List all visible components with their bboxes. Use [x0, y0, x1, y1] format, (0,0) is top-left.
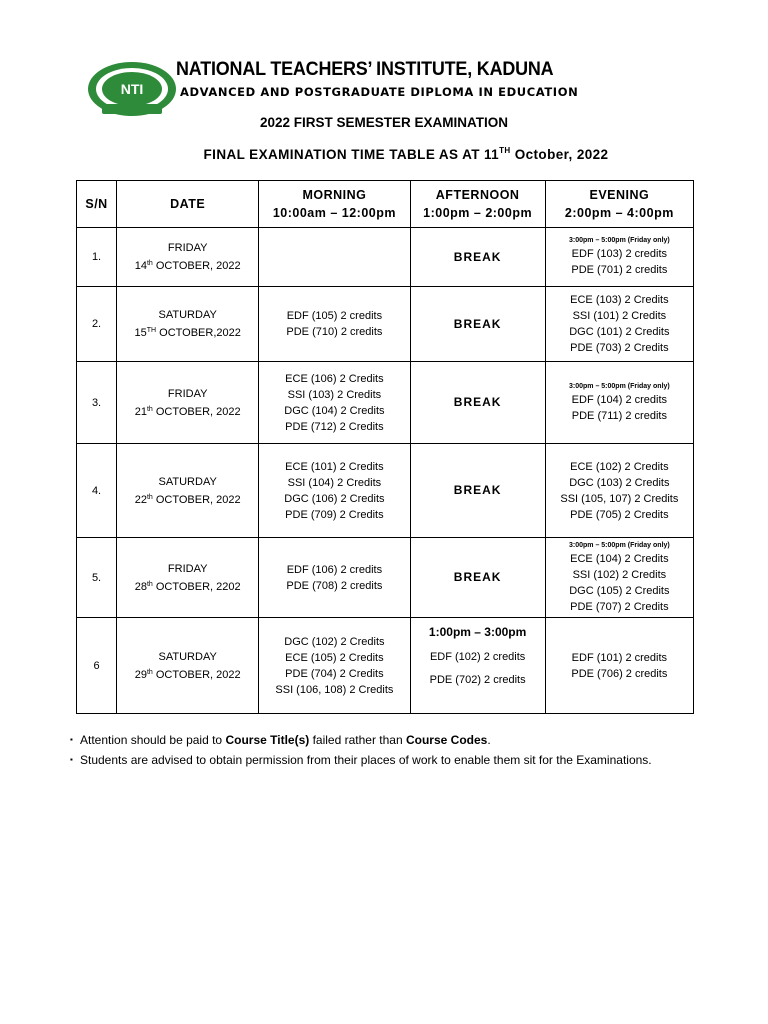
row-date: FRIDAY 14th OCTOBER, 2022 [117, 228, 259, 287]
exam-timetable [76, 180, 694, 714]
course-item: SSI (104) 2 Credits [287, 476, 382, 489]
header-morning: MORNING 10:00am – 12:00pm [259, 181, 410, 228]
course-item: PDE (704) 2 Credits [285, 667, 384, 680]
table-row [77, 618, 694, 714]
course-item: EDF (101) 2 credits [571, 651, 668, 664]
course-item: PDE (712) 2 Credits [285, 420, 384, 433]
course-item: PDE (711) 2 credits [571, 409, 667, 422]
course-item: PDE (706) 2 credits [571, 667, 668, 680]
row-afternoon [410, 538, 545, 618]
course-item: SSI (102) 2 Credits [572, 568, 667, 581]
row-morning [259, 444, 410, 538]
notes-list [70, 730, 652, 770]
bullet-icon: ▪ [70, 735, 73, 744]
course-item: EDF (104) 2 credits [571, 393, 668, 406]
nti-logo [84, 60, 180, 118]
row-date: FRIDAY 28th OCTOBER, 2202 [117, 538, 259, 618]
row-date: SATURDAY 15TH OCTOBER,2022 [117, 287, 259, 362]
row-date: SATURDAY 22th OCTOBER, 2022 [117, 444, 259, 538]
course-item: PDE (702) 2 credits [429, 674, 526, 686]
course-item: DGC (101) 2 Credits [569, 326, 670, 338]
bullet-icon: ▪ [70, 755, 73, 764]
row-sn: 4. [77, 444, 117, 538]
course-item: EDF (102) 2 credits [429, 651, 526, 663]
row-evening [545, 538, 693, 618]
exam-title: 2022 FIRST SEMESTER EXAMINATION [259, 115, 509, 130]
break-label: BREAK [453, 483, 502, 497]
course-item: ECE (105) 2 Credits [285, 651, 384, 664]
timetable-title: FINAL EXAMINATION TIME TABLE AS AT 11TH October, 2022 [203, 146, 609, 162]
row-sn: 2. [77, 287, 117, 362]
row-evening [545, 228, 693, 287]
evening-note: 3:00pm – 5:00pm (Friday only) [568, 382, 670, 390]
row-sn: 3. [77, 362, 117, 444]
header-evening: EVENING 2:00pm – 4:00pm [545, 181, 693, 228]
course-item: DGC (102) 2 Credits [284, 635, 385, 648]
break-label: BREAK [453, 570, 502, 584]
course-item: EDF (106) 2 credits [286, 563, 383, 576]
course-item: ECE (101) 2 Credits [285, 460, 384, 473]
table-row [77, 538, 694, 618]
note-item: ▪ Attention should be paid to Course Title(s) failed rather than Course Codes. [70, 730, 652, 750]
row-date: FRIDAY 21th OCTOBER, 2022 [117, 362, 259, 444]
table-header-row [77, 181, 694, 228]
course-item: PDE (707) 2 Credits [570, 600, 669, 613]
header-date: DATE [117, 181, 259, 228]
row-sn: 1. [77, 228, 117, 287]
course-item: SSI (101) 2 Credits [572, 310, 667, 322]
row-morning [259, 538, 410, 618]
course-item: PDE (708) 2 credits [286, 579, 383, 592]
course-item: EDF (105) 2 credits [286, 310, 383, 322]
evening-note: 3:00pm – 5:00pm (Friday only) [568, 237, 670, 244]
table-row [77, 287, 694, 362]
row-afternoon [410, 362, 545, 444]
header-sn: S/N [77, 181, 117, 228]
row-morning [259, 287, 410, 362]
row-morning [259, 228, 410, 287]
table-row [77, 362, 694, 444]
row-evening [545, 362, 693, 444]
course-item: EDF (103) 2 credits [571, 248, 668, 260]
course-item: PDE (705) 2 Credits [570, 508, 669, 521]
row-afternoon [410, 287, 545, 362]
row-date: SATURDAY 29th OCTOBER, 2022 [117, 618, 259, 714]
row-morning [259, 618, 410, 714]
row-afternoon [410, 618, 545, 714]
row-afternoon [410, 228, 545, 287]
programme-subtitle: ADVANCED AND POSTGRADUATE DIPLOMA IN EDUCATION [180, 85, 579, 99]
row-evening [545, 444, 693, 538]
row-afternoon [410, 444, 545, 538]
table-row [77, 444, 694, 538]
note-item: ▪ Students are advised to obtain permission from their places of work to enable them sit for the Examinations. [70, 750, 652, 770]
course-item: ECE (102) 2 Credits [570, 460, 669, 473]
course-item: DGC (106) 2 Credits [284, 492, 385, 505]
evening-note: 3:00pm – 5:00pm (Friday only) [568, 541, 670, 549]
row-morning [259, 362, 410, 444]
course-item: PDE (709) 2 Credits [285, 508, 384, 521]
course-item: SSI (103) 2 Credits [287, 388, 382, 401]
logo-text: NTI [120, 81, 144, 97]
course-item: ECE (103) 2 Credits [570, 294, 669, 306]
course-item: DGC (105) 2 Credits [569, 584, 670, 597]
course-item: SSI (105, 107) 2 Credits [560, 492, 679, 505]
course-item: PDE (701) 2 credits [571, 264, 668, 276]
course-item: PDE (703) 2 Credits [570, 342, 669, 354]
break-label: BREAK [453, 249, 502, 264]
table-row [77, 228, 694, 287]
course-item: DGC (103) 2 Credits [569, 476, 670, 489]
row-evening [545, 618, 693, 714]
header-afternoon: AFTERNOON 1:00pm – 2:00pm [410, 181, 545, 228]
break-label: BREAK [453, 316, 502, 331]
row-sn: 6 [77, 618, 117, 714]
course-item: ECE (104) 2 Credits [570, 552, 669, 565]
course-item: SSI (106, 108) 2 Credits [275, 683, 394, 696]
course-item: ECE (106) 2 Credits [285, 372, 384, 385]
afternoon-time: 1:00pm – 3:00pm [428, 625, 527, 639]
break-label: BREAK [453, 395, 502, 409]
row-evening [545, 287, 693, 362]
institute-title: NATIONAL TEACHERS’ INSTITUTE, KADUNA [176, 58, 554, 80]
row-sn: 5. [77, 538, 117, 618]
course-item: DGC (104) 2 Credits [284, 404, 385, 417]
course-item: PDE (710) 2 credits [286, 326, 383, 338]
